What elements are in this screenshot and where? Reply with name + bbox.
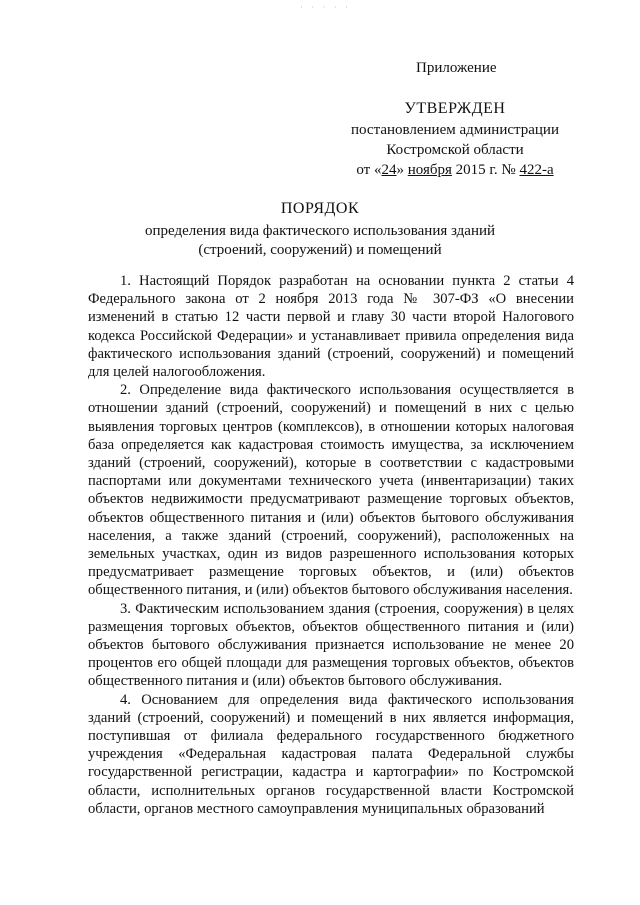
date-day: 24: [381, 162, 397, 178]
approval-heading: УТВЕРЖДЕН: [404, 100, 506, 117]
approval-line-2: Костромской области: [386, 142, 524, 158]
document-subtitle: определения вида фактического использования зданий (строений, сооружений) и помещений: [144, 223, 496, 258]
doc-number: 422-а: [519, 162, 554, 178]
paragraph-4: 4. Основанием для определения вида фактического использования зданий (строений, сооружений) и помещений в них является информация, поступившая от филиала федерального государственного бюджетного учреждения «Федеральная кадастровая палата Федеральной службы государственной регистрации, кадастра и картографии» по Костромской области, исполнительных органов государственной власти Костромской области, органов местного самоуправления муниципальных образований: [88, 691, 574, 817]
date-prefix: от «: [356, 162, 382, 178]
document-title: ПОРЯДОК: [280, 200, 360, 217]
approval-date-line: [300, 160, 610, 180]
paragraph-3: 3. Фактическим использованием здания (строения, сооружения) в целях размещения торговых объектов, объектов общественного питания и (или) объектов бытового обслуживания признается использование не менее 20 процентов его общей площади для размещения торговых объектов, объектов общественного питания и (или) объектов бытового обслуживания.: [88, 600, 574, 690]
approval-block: [300, 99, 610, 180]
document-body: [88, 272, 574, 818]
paragraph-2: 2. Определение вида фактического использования осуществляется в отношении зданий (строений, сооружений) и помещений в них с целью выявления торговых центров (комплексов), в отношении которых налоговая база определяется как кадастровая стоимость имущества, за исключением зданий (строений, сооружений), которые в соответствии с кадастровыми паспортами или документами технического учета (инвентаризации) таких объектов недвижимости предусматривают размещение торговых объектов, объектов общественного питания и (или) объектов бытового обслуживания населения, а также зданий (строений, сооружений), расположенных на земельных участках, один из видов разрешенного использования которых предусматривает размещение торговых объектов, и (или) объектов общественного питания, и (или) объектов бытового обслуживания населения.: [88, 382, 574, 599]
date-month: ноября: [407, 162, 452, 178]
date-mid: »: [396, 162, 408, 178]
paragraph-1: 1. Настоящий Порядок разработан на основании пункта 2 статьи 4 Федерального закона от 2 ноября 2013 года № 307-ФЗ «О внесении изменений в статью 12 части первой и главу 30 части второй Налогового кодекса Российской Федерации» и устанавливает привила определения вида фактического использования зданий (строений, сооружений) и помещений для целей налогообложения.: [88, 273, 574, 381]
date-year: 2015 г. №: [451, 162, 520, 178]
approval-line-1: постановлением администрации: [351, 122, 559, 138]
appendix-label: Приложение: [416, 60, 497, 76]
scan-mark: · · · · ·: [300, 2, 351, 12]
